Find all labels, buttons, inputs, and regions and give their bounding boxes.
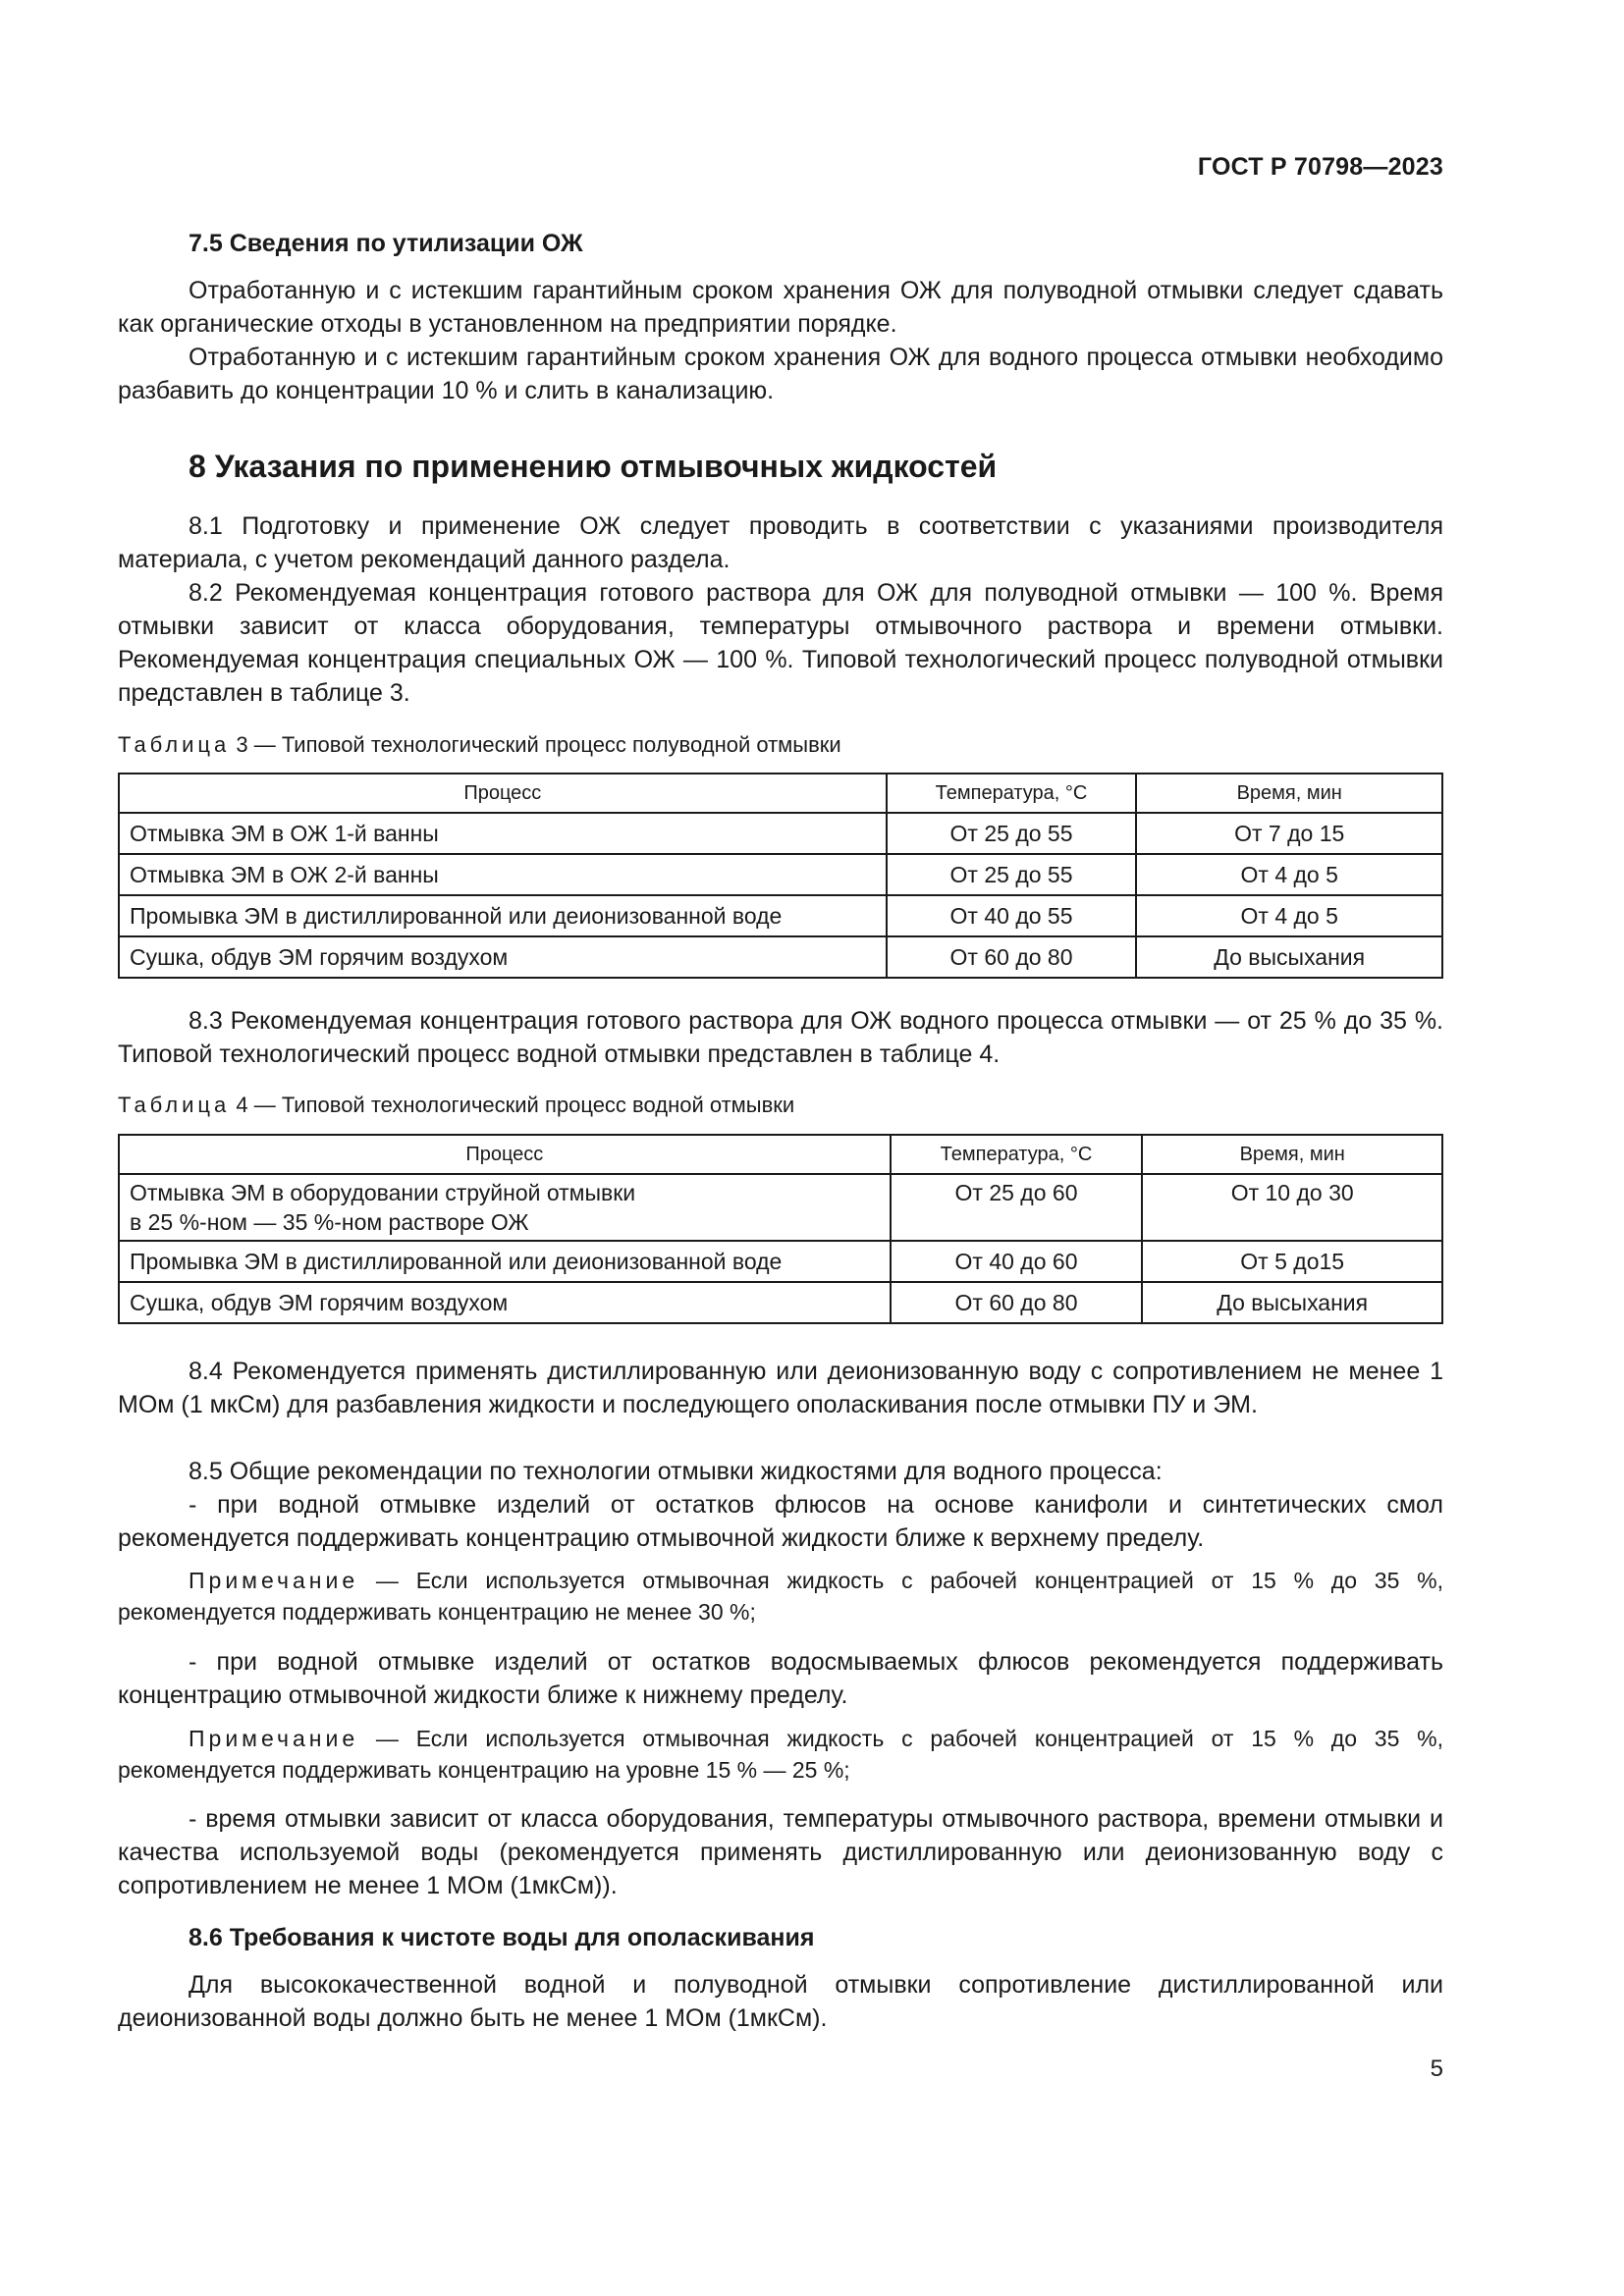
paragraph-8-5: 8.5 Общие рекомендации по технологии отмывки жидкостями для водного процесса: [189, 1458, 1163, 1485]
table-4-header-temperature: Температура, °С [891, 1135, 1143, 1174]
table-3-caption [118, 732, 841, 758]
table-cell-time: До высыхания [1142, 1282, 1442, 1323]
section-7-5-paragraph-1: Отработанную и с истекшим гарантийным сроком хранения ОЖ для полуводной отмывки следует сдавать как органические отходы в установленном на предприятии порядке. [118, 277, 1443, 338]
table-cell-process [119, 1174, 891, 1241]
table-row [119, 895, 1442, 936]
table-row [119, 936, 1442, 978]
paragraph-8-2: 8.2 Рекомендуемая концентрация готового раствора для ОЖ для полуводной отмывки — 100 %. Время отмывки зависит от класса оборудования, температуры отмывочного раствора и времени отмывки. Рекомендуемая концентрация специальных ОЖ — 100 %. Типовой технологический процесс полуводной отмывки представлен в таблице 3. [118, 579, 1443, 707]
paragraph-8-5-bullet-2: - при водной отмывке изделий от остатков водосмываемых флюсов рекомендуется поддерживать концентрацию отмывочной жидкости ближе к нижнему пределу. [118, 1648, 1443, 1709]
table-row [119, 1241, 1442, 1282]
table-3-label: Таблица [118, 732, 231, 757]
section-8-6-title: 8.6 Требования к чистоте воды для ополаскивания [189, 1924, 815, 1951]
table-cell-temperature: От 40 до 60 [891, 1241, 1143, 1282]
table-cell-time: От 5 до15 [1142, 1241, 1442, 1282]
note-1 [118, 1565, 1443, 1628]
note-1-label: Примечание [189, 1568, 359, 1593]
table-row [119, 854, 1442, 895]
section-7-5-paragraph-2: Отработанную и с истекшим гарантийным сроком хранения ОЖ для водного процесса отмывки необходимо разбавить до концентрации 10 % и слить в канализацию. [118, 344, 1443, 404]
table-cell-time: От 4 до 5 [1136, 854, 1442, 895]
table-cell-temperature: От 25 до 60 [891, 1174, 1143, 1241]
table-row [119, 813, 1442, 854]
table-cell-process: Сушка, обдув ЭМ горячим воздухом [119, 936, 887, 978]
table-cell-time: От 10 до 30 [1142, 1174, 1442, 1241]
table-cell-time: От 4 до 5 [1136, 895, 1442, 936]
table-row [119, 1282, 1442, 1323]
table-cell-process: Отмывка ЭМ в ОЖ 2-й ванны [119, 854, 887, 895]
table-3-header-temperature: Температура, °С [887, 774, 1137, 813]
table-cell-temperature: От 60 до 80 [891, 1282, 1143, 1323]
table-cell-process: Промывка ЭМ в дистиллированной или деионизованной воде [119, 895, 887, 936]
table-cell-process: Сушка, обдув ЭМ горячим воздухом [119, 1282, 891, 1323]
table-4-header-process: Процесс [119, 1135, 891, 1174]
paragraph-8-4: 8.4 Рекомендуется применять дистиллированную или деионизованную воду с сопротивлением не менее 1 МОм (1 мкСм) для разбавления жидкости и последующего ополаскивания после отмывки ПУ и ЭМ. [118, 1358, 1443, 1418]
table-4 [118, 1134, 1443, 1324]
section-8-title: 8 Указания по применению отмывочных жидкостей [189, 449, 998, 484]
table-cell-time: От 7 до 15 [1136, 813, 1442, 854]
paragraph-8-5-bullet-1: - при водной отмывке изделий от остатков флюсов на основе канифоли и синтетических смол рекомендуется поддерживать концентрацию отмывочной жидкости ближе к верхнему пределу. [118, 1491, 1443, 1552]
table-cell-temperature: От 25 до 55 [887, 854, 1137, 895]
paragraph-8-6: Для высококачественной водной и полуводной отмывки сопротивление дистиллированной или деионизованной воды должно быть не менее 1 МОм (1мкСм). [118, 1971, 1443, 2032]
table-3-header-time: Время, мин [1136, 774, 1442, 813]
table-4-header-time: Время, мин [1142, 1135, 1442, 1174]
table-3-header-row [119, 774, 1442, 813]
table-3 [118, 773, 1443, 979]
table-cell-temperature: От 40 до 55 [887, 895, 1137, 936]
table-cell-process-line-2: в 25 %-ном — 35 %-ном растворе ОЖ [130, 1209, 529, 1235]
paragraph-8-1: 8.1 Подготовку и применение ОЖ следует проводить в соответствии с указаниями производителя материала, с учетом рекомендаций данного раздела. [118, 512, 1443, 573]
table-cell-temperature: От 25 до 55 [887, 813, 1137, 854]
table-4-caption [118, 1093, 794, 1118]
paragraph-8-3: 8.3 Рекомендуемая концентрация готового раствора для ОЖ водного процесса отмывки — от 25 % до 35 %. Типовой технологический процесс водной отмывки представлен в таблице 4. [118, 1007, 1443, 1068]
table-4-caption-text: 4 — Типовой технологический процесс водной отмывки [230, 1093, 795, 1117]
note-2-text: — Если используется отмывочная жидкость с рабочей концентрацией от 15 % до 35 %, рекомендуется поддерживать концентрацию на уровне 15 % — 25 %; [118, 1726, 1443, 1783]
table-cell-process-line-1: Отмывка ЭМ в оборудовании струйной отмывки [130, 1180, 636, 1205]
note-1-text: — Если используется отмывочная жидкость с рабочей концентрацией от 15 % до 35 %, рекомендуется поддерживать концентрацию не менее 30 %; [118, 1568, 1443, 1625]
table-3-caption-text: 3 — Типовой технологический процесс полуводной отмывки [230, 732, 841, 757]
note-2 [118, 1723, 1443, 1786]
table-cell-process: Отмывка ЭМ в ОЖ 1-й ванны [119, 813, 887, 854]
table-row [119, 1174, 1442, 1241]
table-cell-temperature: От 60 до 80 [887, 936, 1137, 978]
table-3-header-process: Процесс [119, 774, 887, 813]
table-4-header-row [119, 1135, 1442, 1174]
table-4-label: Таблица [118, 1093, 231, 1117]
document-code: ГОСТ Р 70798—2023 [1197, 153, 1443, 181]
table-cell-time: До высыхания [1136, 936, 1442, 978]
table-cell-process: Промывка ЭМ в дистиллированной или деионизованной воде [119, 1241, 891, 1282]
page-number: 5 [1430, 2056, 1443, 2082]
note-2-label: Примечание [189, 1726, 359, 1751]
paragraph-8-5-bullet-3: - время отмывки зависит от класса оборудования, температуры отмывочного раствора, времени отмывки и качества используемой воды (рекомендуется применять дистиллированную или деионизованную воду с сопротивлением не менее 1 МОм (1мкСм)). [118, 1805, 1443, 1899]
section-7-5-title: 7.5 Сведения по утилизации ОЖ [189, 230, 583, 257]
